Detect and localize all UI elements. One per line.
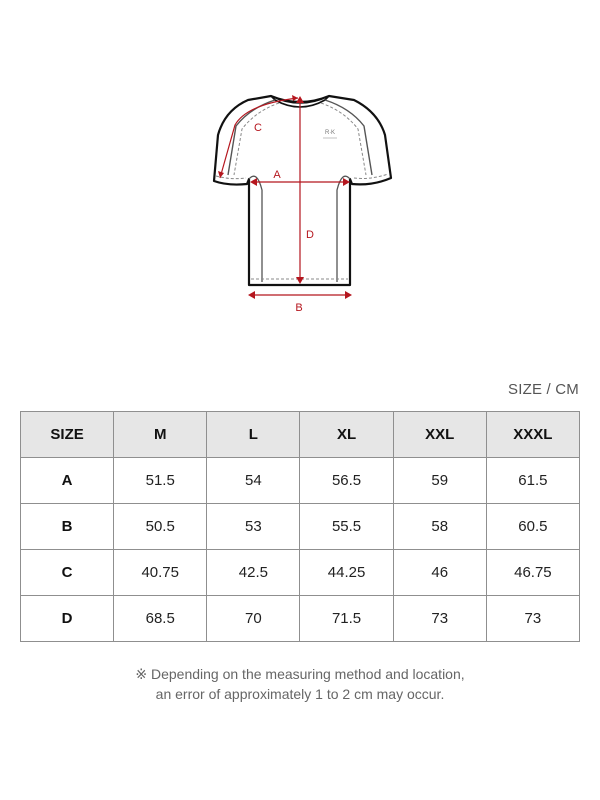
table-row [21,550,580,596]
table-cell: 44.25 [300,550,393,596]
measure-c-arrow-top [292,95,298,101]
header-cell: XXL [393,412,486,458]
table-cell: 51.5 [114,458,207,504]
table-cell: 55.5 [300,504,393,550]
table-header-row [21,412,580,458]
table-cell: 73 [486,596,579,642]
table-cell: 61.5 [486,458,579,504]
table-row [21,458,580,504]
measure-b-arrow-left [248,291,255,299]
table-cell: 40.75 [114,550,207,596]
label-d: D [306,229,314,241]
table-cell: 60.5 [486,504,579,550]
row-label: D [21,596,114,642]
tshirt-diagram [0,0,600,340]
row-label: A [21,458,114,504]
table-cell: 71.5 [300,596,393,642]
table-cell: 58 [393,504,486,550]
table-cell: 50.5 [114,504,207,550]
table-cell: 56.5 [300,458,393,504]
table-cell: 73 [393,596,486,642]
chest-logo: R∙K [324,130,336,136]
table-cell: 54 [207,458,300,504]
table-cell: 46.75 [486,550,579,596]
footnote [0,664,600,704]
footnote-line: an error of approximately 1 to 2 cm may occur. [155,686,445,702]
footnote-line: ※ Depending on the measuring method and location, [135,666,465,682]
label-b: B [295,302,303,314]
row-label: B [21,504,114,550]
table-cell: 53 [207,504,300,550]
table-cell: 42.5 [207,550,300,596]
label-a: A [273,169,281,181]
header-cell: M [114,412,207,458]
table-cell: 68.5 [114,596,207,642]
size-table [20,411,580,642]
label-c: C [254,122,262,134]
table-cell: 70 [207,596,300,642]
header-cell: XXXL [486,412,579,458]
table-cell: 46 [393,550,486,596]
header-cell: L [207,412,300,458]
tshirt-outline [214,96,391,285]
table-row [21,596,580,642]
header-cell: XL [300,412,393,458]
row-label: C [21,550,114,596]
measure-b-arrow-right [345,291,352,299]
table-cell: 59 [393,458,486,504]
unit-label: SIZE / CM [508,381,579,398]
header-cell: SIZE [21,412,114,458]
measure-d-arrow-top [296,96,304,103]
table-row [21,504,580,550]
